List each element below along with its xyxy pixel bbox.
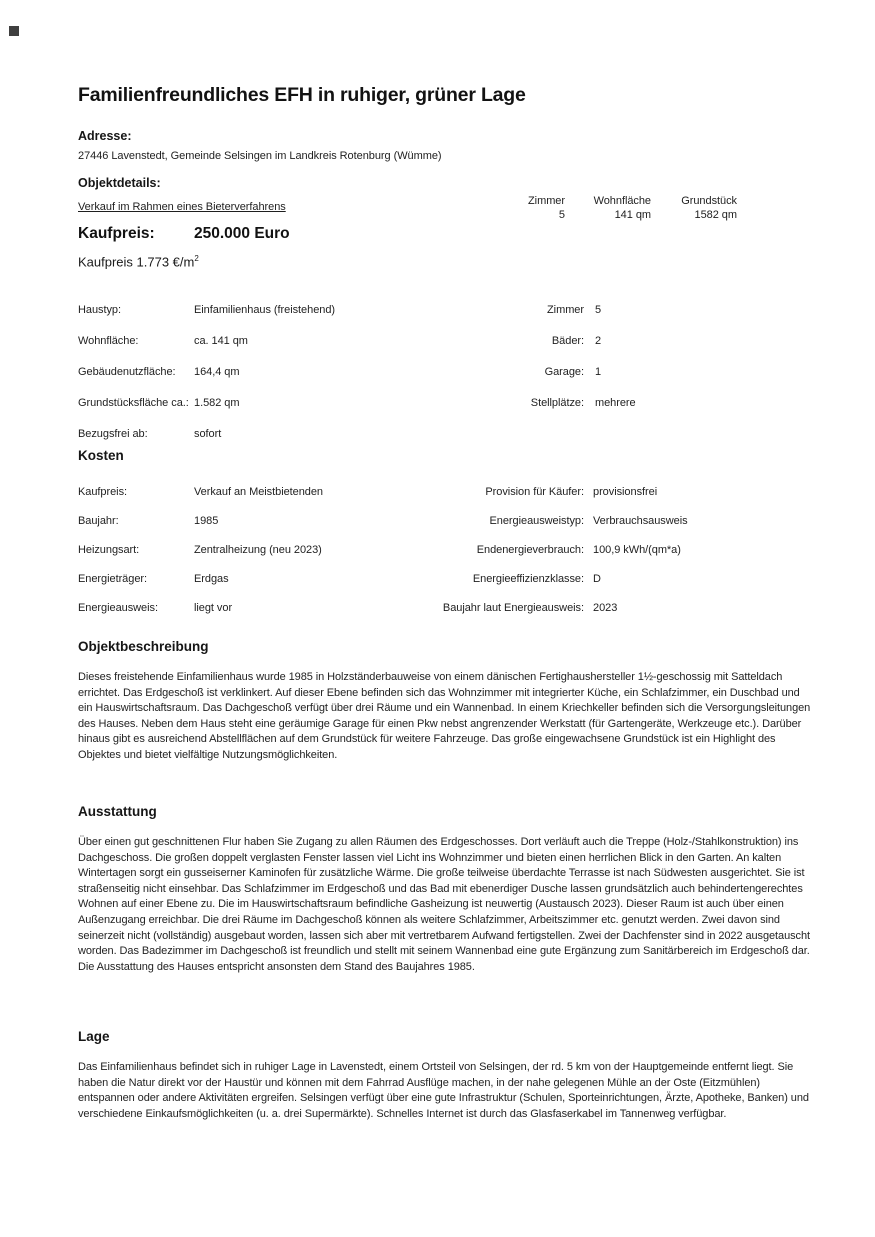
- field-value: D: [593, 573, 601, 585]
- section-heading: Ausstattung: [78, 804, 157, 819]
- purchase-price-row: [78, 225, 290, 243]
- field-value: liegt vor: [194, 602, 233, 614]
- field-label: Energieausweistyp:: [489, 515, 584, 527]
- section-paragraph: Dieses freistehende Einfamilienhaus wurde 1985 in Holzständerbauweise von einem dänischen Fertighaushersteller 1½-geschossig mit Satteldach errichtet. Das Erdgeschoß ist verklinkert. Auf dieser Ebene befinden sich das Wohnzimmer mit integrierter Küche, ein Schlafzimmer, ein Duschbad und ein Hauswirtschaftsraum. Das Dachgeschoß verfügt über drei Räume und ein Wannenbad. In einem Kriechkeller befinden sich die Versorgungsleitungen des Hauses. Neben dem Haus steht eine geräumige Garage für einen Pkw nebst angrenzender Werkstatt (für Gartengeräte, Werkzeuge etc.). Darüber hinaus gibt es ausreichend Abstellflächen auf dem Grundstück für weitere Fahrzeuge. Das große eingewachsene Grundstück ist ein Highlight des Objektes und bietet vielfältige Nutzungsmöglichkeiten.: [78, 671, 811, 761]
- summary-column-header: Grundstück: [681, 195, 737, 207]
- field-value: Verkauf an Meistbietenden: [194, 486, 324, 498]
- purchase-price-label: Kaufpreis:: [78, 225, 155, 242]
- field-label: Bäder:: [551, 335, 584, 347]
- costs-right-row: [424, 485, 784, 499]
- field-label: Heizungsart:: [78, 544, 140, 556]
- details-left-row: [78, 427, 398, 441]
- field-label: Baujahr laut Energieausweis:: [442, 602, 584, 614]
- page-corner-marker: [9, 26, 19, 36]
- costs-right-row: [424, 601, 784, 615]
- field-label: Zimmer: [547, 304, 584, 316]
- field-value: provisionsfrei: [593, 486, 658, 498]
- details-left-row: [78, 365, 398, 379]
- field-value: 1: [595, 366, 602, 378]
- details-right-column: [408, 303, 738, 427]
- section-ausstattung: [78, 804, 812, 975]
- details-left-row: [78, 334, 398, 348]
- field-label: Provision für Käufer:: [485, 486, 584, 498]
- costs-right-row: [424, 514, 784, 528]
- details-left-row: [78, 396, 398, 410]
- costs-right-row: [424, 572, 784, 586]
- costs-left-row: [78, 543, 418, 557]
- summary-column-header: Zimmer: [528, 195, 565, 207]
- section-paragraph: Das Einfamilienhaus befindet sich in ruhiger Lage in Lavenstedt, einem Ortsteil von Selsingen, der rd. 5 km von der Hauptgemeinde entfernt liegt. Sie haben die Natur direkt vor der Haustür und können mit dem Fahrrad Ausflüge machen, in der nahe gelegenen Mühle an der Oste (Eitzmühlen) entspannen oder andere Aktivitäten ergreifen. Selsingen verfügt über eine gute Infrastruktur (Schulen, Sporteinrichtungen, Ärzte, Apotheke, Banken) und verschiedene Einkaufsmöglichkeiten (u. a. drei Supermärkte). Schnelles Internet ist durch das Glasfaserkabel im Tannenweg verfügbar.: [78, 1061, 809, 1120]
- section-heading: Lage: [78, 1029, 110, 1044]
- section-heading: Objektbeschreibung: [78, 639, 209, 654]
- price-per-sqm-text: Kaufpreis 1.773 €/m: [78, 254, 195, 270]
- field-value: 100,9 kWh/(qm*a): [593, 544, 681, 556]
- summary-column: [503, 195, 565, 221]
- field-label: Energieausweis:: [78, 602, 158, 614]
- field-value: 1985: [194, 515, 219, 527]
- field-label: Energieträger:: [78, 573, 148, 585]
- costs-left-row: [78, 514, 418, 528]
- field-label: Grundstücksfläche ca.:: [78, 397, 189, 409]
- field-value: Erdgas: [194, 573, 229, 585]
- costs-right-column: [424, 485, 784, 630]
- address-value: 27446 Lavenstedt, Gemeinde Selsingen im Landkreis Rotenburg (Wümme): [78, 150, 442, 162]
- field-label: Haustyp:: [78, 304, 122, 316]
- costs-right-row: [424, 543, 784, 557]
- field-value: 2023: [593, 602, 618, 614]
- summary-column: [665, 195, 737, 221]
- field-value: 2: [595, 335, 602, 347]
- property-details: [78, 303, 778, 448]
- summary-column: [579, 195, 651, 221]
- field-label: Endenergieverbrauch:: [476, 544, 584, 556]
- field-label: Garage:: [544, 366, 584, 378]
- costs-left-column: [78, 485, 418, 630]
- field-value: mehrere: [595, 397, 636, 409]
- costs-heading: Kosten: [78, 448, 124, 463]
- price-per-sqm-superscript: 2: [194, 254, 199, 263]
- summary-column-value: 1582 qm: [694, 209, 737, 221]
- summary-column-value: 5: [558, 209, 565, 221]
- details-left-row: [78, 303, 398, 317]
- field-label: Gebäudenutzfläche:: [78, 366, 176, 378]
- section-lage: [78, 1029, 812, 1122]
- purchase-price-value: 250.000 Euro: [194, 225, 290, 242]
- field-value: 1.582 qm: [194, 397, 240, 409]
- bidding-process-link[interactable]: Verkauf im Rahmen eines Bieterverfahrens: [78, 201, 286, 213]
- details-right-row: [408, 396, 738, 410]
- address-heading: Adresse:: [78, 129, 132, 143]
- costs-section: [78, 448, 798, 623]
- summary-column-value: 141 qm: [614, 209, 651, 221]
- price-per-sqm: [78, 254, 199, 269]
- field-label: Stellplätze:: [530, 397, 584, 409]
- field-value: Verbrauchsausweis: [593, 515, 688, 527]
- details-left-column: [78, 303, 398, 458]
- field-label: Kaufpreis:: [78, 486, 128, 498]
- costs-left-row: [78, 601, 418, 615]
- address-block: [78, 129, 678, 162]
- field-value: Zentralheizung (neu 2023): [194, 544, 322, 556]
- field-value: ca. 141 qm: [194, 335, 248, 347]
- field-label: Bezugsfrei ab:: [78, 428, 148, 440]
- details-right-row: [408, 365, 738, 379]
- page-title: Familienfreundliches EFH in ruhiger, grüner Lage: [78, 84, 526, 106]
- field-value: 164,4 qm: [194, 366, 240, 378]
- details-right-row: [408, 334, 738, 348]
- summary-column-header: Wohnfläche: [593, 195, 651, 207]
- section-paragraph: Über einen gut geschnittenen Flur haben Sie Zugang zu allen Räumen des Erdgeschosses. Dort verläuft auch die Treppe (Holz-/Stahlkonstruktion) ins Dachgeschoss. Die großen doppelt verglasten Fenster lassen viel Licht ins Wohnzimmer und bieten einen herrlichen Blick in den Garten. An kalten Wintertagen sorgt ein gusseiserner Kaminofen für zusätzliche Wärme. Die große teilweise überdachte Terrasse ist nach Südwesten ausgerichtet. Sie ist straßenseitig nicht einsehbar. Das Schlafzimmer im Erdgeschoß und das Bad mit ebenerdiger Dusche lassen grundsätzlich auch behindertengerechtes Wohnen auf einer Ebene zu. Die im Hauswirtschaftsraum befindliche Gasheizung ist neuwertig (Austausch 2023). Dieser Raum ist auch über einen Außenzugang erreichbar. Die drei Räume im Dachgeschoß können als weitere Schlafzimmer, Arbeitszimmer etc. genutzt werden. Zwei davon sind seinerzeit nicht (vollständig) ausgebaut worden, lassen sich aber mit vertretbarem Aufwand fertigstellen. Zwei der Dachfenster sind in 2022 ausgetauscht worden. Das Badezimmer im Dachgeschoß ist freundlich und stellt mit seinem Wannenbad eine gute Ergänzung zum Sanitärbereich im Erdgeschoß dar. Die Ausstattung des Hauses entspricht ansonsten dem Stand des Baujahres 1985.: [78, 836, 810, 973]
- details-right-row: [408, 303, 738, 317]
- field-label: Baujahr:: [78, 515, 119, 527]
- costs-left-row: [78, 572, 418, 586]
- summary-table: [503, 195, 737, 221]
- field-value: Einfamilienhaus (freistehend): [194, 304, 336, 316]
- costs-left-row: [78, 485, 418, 499]
- field-label: Wohnfläche:: [78, 335, 139, 347]
- section-objektbeschreibung: [78, 639, 812, 764]
- field-value: 5: [595, 304, 602, 316]
- field-value: sofort: [194, 428, 222, 440]
- field-label: Energieeffizienzklasse:: [472, 573, 584, 585]
- object-details-heading: Objektdetails:: [78, 176, 161, 190]
